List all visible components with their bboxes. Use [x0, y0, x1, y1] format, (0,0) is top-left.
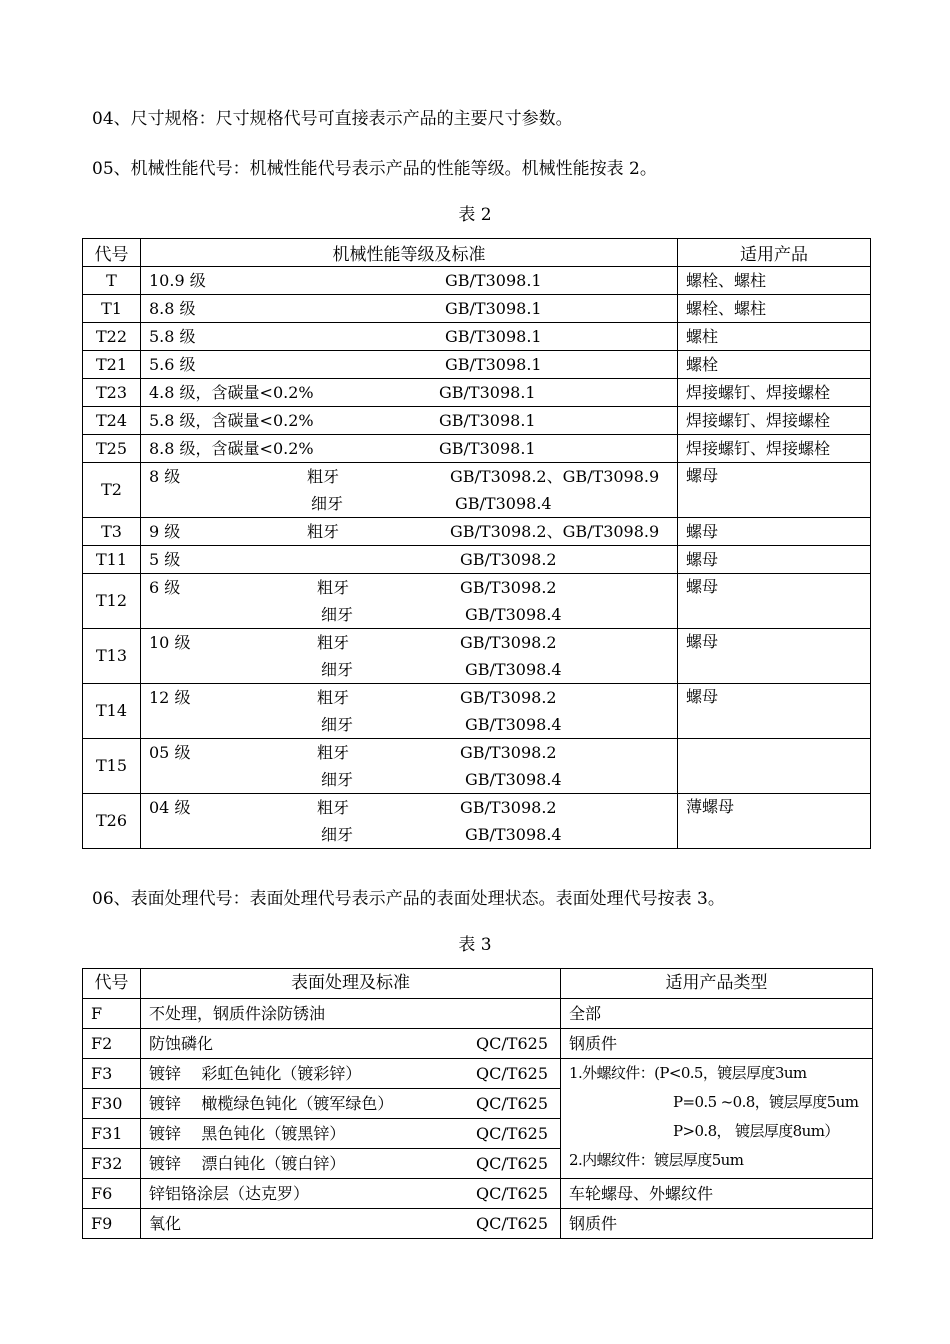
standard-text: GB/T3098.1	[445, 355, 542, 374]
product-cell: 螺母	[678, 684, 871, 739]
standard-text: QC/T625	[476, 1214, 548, 1233]
standard-text: GB/T3098.2、GB/T3098.9	[450, 467, 660, 486]
code-cell: T2	[83, 463, 141, 518]
thread-text: 粗牙	[317, 743, 350, 762]
standard-text: GB/T3098.4	[465, 660, 562, 679]
zinc-spec-line: 2.内螺纹件：镀层厚度5um	[569, 1151, 744, 1169]
grade-text: 4.8 级，含碳量<0.2%	[149, 383, 314, 402]
grade-line	[149, 351, 677, 378]
grade-line	[149, 295, 677, 322]
grade-text: 8 级	[149, 467, 181, 486]
thread-text: 细牙	[321, 605, 354, 624]
grade-text: 8.8 级，含碳量<0.2%	[149, 439, 314, 458]
table-row	[83, 407, 871, 435]
grade-standard-cell	[141, 546, 678, 574]
table-row	[83, 267, 871, 295]
grade-standard-cell	[141, 794, 678, 849]
standard-text: GB/T3098.1	[445, 271, 542, 290]
table-3	[82, 968, 873, 1239]
grade-text: 5.6 级	[149, 355, 196, 374]
table-row	[83, 518, 871, 546]
standard-text: QC/T625	[476, 1094, 548, 1113]
product-cell: 全部	[561, 999, 873, 1029]
standard-text: GB/T3098.4	[455, 494, 552, 513]
thread-text: 粗牙	[307, 522, 340, 541]
code-cell: F9	[83, 1209, 141, 1239]
thread-text: 细牙	[321, 770, 354, 789]
grade-standard-cell	[141, 407, 678, 435]
table-row	[83, 794, 871, 849]
treatment-text: 氧化	[149, 1214, 182, 1233]
zinc-spec-line: P=0.5 ~0.8，镀层厚度5um	[673, 1093, 859, 1111]
treatment-cell	[141, 1179, 561, 1209]
thread-text: 细牙	[321, 825, 354, 844]
table-row	[83, 1209, 873, 1239]
paragraph-04: 04、尺寸规格：尺寸规格代号可直接表示产品的主要尺寸参数。	[92, 109, 573, 129]
product-cell: 焊接螺钉、焊接螺栓	[678, 407, 871, 435]
grade-standard-cell	[141, 351, 678, 379]
code-cell: T11	[83, 546, 141, 574]
table3-header-code: 代号	[83, 969, 141, 999]
treatment-text: 镀锌 橄榄绿色钝化（镀军绿色）	[149, 1094, 394, 1113]
grade-standard-cell	[141, 629, 678, 684]
treatment-cell	[141, 1089, 561, 1119]
thread-text: 细牙	[311, 494, 344, 513]
grade-standard-cell	[141, 295, 678, 323]
product-cell	[678, 739, 871, 794]
code-cell: F3	[83, 1059, 141, 1089]
table-row	[83, 323, 871, 351]
product-cell: 螺栓	[678, 351, 871, 379]
standard-text: GB/T3098.4	[465, 825, 562, 844]
table3-caption: 表 3	[458, 935, 492, 955]
grade-text: 10.9 级	[149, 271, 206, 290]
code-cell: T26	[83, 794, 141, 849]
standard-text: GB/T3098.1	[445, 299, 542, 318]
treatment-cell	[141, 1119, 561, 1149]
code-cell: T3	[83, 518, 141, 546]
grade-line	[149, 739, 677, 766]
code-cell: F31	[83, 1119, 141, 1149]
grade-standard-cell	[141, 684, 678, 739]
standard-text: GB/T3098.2、GB/T3098.9	[450, 522, 660, 541]
standard-text: QC/T625	[476, 1124, 548, 1143]
product-cell: 钢质件	[561, 1209, 873, 1239]
treatment-text: 锌铝铬涂层（达克罗）	[149, 1184, 310, 1203]
grade-text: 05 级	[149, 743, 191, 762]
code-cell: F2	[83, 1029, 141, 1059]
code-cell: T24	[83, 407, 141, 435]
grade-line	[149, 518, 677, 545]
product-cell: 钢质件	[561, 1029, 873, 1059]
grade-line	[149, 766, 677, 793]
code-cell: F32	[83, 1149, 141, 1179]
table-row	[83, 295, 871, 323]
thread-text: 粗牙	[317, 798, 350, 817]
product-cell: 螺母	[678, 574, 871, 629]
grade-line	[149, 546, 677, 573]
standard-text: GB/T3098.2	[460, 743, 557, 762]
grade-standard-cell	[141, 435, 678, 463]
grade-line	[149, 267, 677, 294]
table-row	[83, 684, 871, 739]
treatment-text: 镀锌 黑色钝化（镀黑锌）	[149, 1124, 346, 1143]
code-cell: F	[83, 999, 141, 1029]
code-cell: T14	[83, 684, 141, 739]
grade-text: 5.8 级，含碳量<0.2%	[149, 411, 314, 430]
standard-text: GB/T3098.2	[460, 550, 557, 569]
grade-standard-cell	[141, 739, 678, 794]
product-cell: 螺母	[678, 546, 871, 574]
grade-line	[149, 629, 677, 656]
thread-text: 粗牙	[307, 467, 340, 486]
code-cell: T13	[83, 629, 141, 684]
standard-text: QC/T625	[476, 1154, 548, 1173]
table-row	[83, 739, 871, 794]
table-row	[83, 1029, 873, 1059]
table-row	[83, 629, 871, 684]
standard-text: GB/T3098.2	[460, 688, 557, 707]
grade-text: 12 级	[149, 688, 191, 707]
grade-standard-cell	[141, 463, 678, 518]
code-cell: T22	[83, 323, 141, 351]
product-cell	[561, 1059, 873, 1179]
standard-text: GB/T3098.1	[439, 439, 536, 458]
thread-text: 粗牙	[317, 633, 350, 652]
grade-standard-cell	[141, 267, 678, 295]
grade-standard-cell	[141, 379, 678, 407]
grade-text: 5 级	[149, 550, 181, 569]
grade-line	[149, 490, 677, 517]
thread-text: 粗牙	[317, 578, 350, 597]
table-row	[83, 435, 871, 463]
thread-text: 细牙	[321, 715, 354, 734]
grade-line	[149, 435, 677, 462]
table-row	[83, 574, 871, 629]
paragraph-06: 06、表面处理代号：表面处理代号表示产品的表面处理状态。表面处理代号按表 3。	[92, 889, 725, 909]
standard-text: GB/T3098.1	[439, 411, 536, 430]
treatment-cell	[141, 1059, 561, 1089]
code-cell: F6	[83, 1179, 141, 1209]
table2-header-grade: 机械性能等级及标准	[141, 239, 678, 267]
grade-text: 5.8 级	[149, 327, 196, 346]
product-cell: 螺栓、螺柱	[678, 295, 871, 323]
treatment-text: 防蚀磷化	[149, 1034, 214, 1053]
thread-text: 细牙	[321, 660, 354, 679]
standard-text: GB/T3098.1	[445, 327, 542, 346]
table3-header-treatment: 表面处理及标准	[141, 969, 561, 999]
standard-text: GB/T3098.1	[439, 383, 536, 402]
table-row	[83, 1059, 873, 1089]
table-row	[83, 351, 871, 379]
standard-text: QC/T625	[476, 1184, 548, 1203]
grade-line	[149, 656, 677, 683]
code-cell: T12	[83, 574, 141, 629]
grade-line	[149, 323, 677, 350]
zinc-spec-line: 1.外螺纹件：(P<0.5，镀层厚度3um	[569, 1064, 807, 1082]
table2-caption: 表 2	[458, 205, 492, 225]
grade-line	[149, 574, 677, 601]
code-cell: T21	[83, 351, 141, 379]
thread-text: 粗牙	[317, 688, 350, 707]
grade-line	[149, 821, 677, 848]
standard-text: GB/T3098.4	[465, 770, 562, 789]
standard-text: GB/T3098.4	[465, 605, 562, 624]
treatment-cell	[141, 1209, 561, 1239]
grade-text: 6 级	[149, 578, 181, 597]
table-row	[83, 999, 873, 1029]
grade-line	[149, 794, 677, 821]
table-row	[83, 463, 871, 518]
table-row	[83, 379, 871, 407]
product-cell: 焊接螺钉、焊接螺栓	[678, 435, 871, 463]
grade-line	[149, 601, 677, 628]
code-cell: T1	[83, 295, 141, 323]
grade-standard-cell	[141, 323, 678, 351]
product-cell: 螺栓、螺柱	[678, 267, 871, 295]
standard-text: QC/T625	[476, 1034, 548, 1053]
standard-text: GB/T3098.2	[460, 798, 557, 817]
table-row	[83, 546, 871, 574]
grade-line	[149, 407, 677, 434]
grade-text: 8.8 级	[149, 299, 196, 318]
standard-text: GB/T3098.2	[460, 633, 557, 652]
code-cell: T	[83, 267, 141, 295]
table2-header-product: 适用产品	[678, 239, 871, 267]
treatment-text: 镀锌 漂白钝化（镀白锌）	[149, 1154, 346, 1173]
product-cell: 螺柱	[678, 323, 871, 351]
grade-standard-cell	[141, 518, 678, 546]
treatment-text: 镀锌 彩虹色钝化（镀彩锌）	[149, 1064, 362, 1083]
zinc-spec-line: P>0.8， 镀层厚度8um）	[673, 1122, 839, 1140]
product-cell: 螺母	[678, 629, 871, 684]
product-cell: 车轮螺母、外螺纹件	[561, 1179, 873, 1209]
grade-text: 10 级	[149, 633, 191, 652]
grade-text: 04 级	[149, 798, 191, 817]
grade-text: 9 级	[149, 522, 181, 541]
table2-header-code: 代号	[83, 239, 141, 267]
treatment-cell	[141, 1149, 561, 1179]
treatment-cell	[141, 1029, 561, 1059]
treatment-text: 不处理，钢质件涂防锈油	[149, 1004, 326, 1023]
table3-header-row	[83, 969, 873, 999]
grade-standard-cell	[141, 574, 678, 629]
standard-text: QC/T625	[476, 1064, 548, 1083]
product-cell: 螺母	[678, 518, 871, 546]
table3-header-product: 适用产品类型	[561, 969, 873, 999]
grade-line	[149, 711, 677, 738]
table-row	[83, 1179, 873, 1209]
standard-text: GB/T3098.4	[465, 715, 562, 734]
product-cell: 薄螺母	[678, 794, 871, 849]
code-cell: F30	[83, 1089, 141, 1119]
grade-line	[149, 684, 677, 711]
code-cell: T15	[83, 739, 141, 794]
product-cell: 焊接螺钉、焊接螺栓	[678, 379, 871, 407]
grade-line	[149, 463, 677, 490]
table2-header-row	[83, 239, 871, 267]
standard-text: GB/T3098.2	[460, 578, 557, 597]
code-cell: T25	[83, 435, 141, 463]
treatment-cell	[141, 999, 561, 1029]
grade-line	[149, 379, 677, 406]
paragraph-05: 05、机械性能代号：机械性能代号表示产品的性能等级。机械性能按表 2。	[92, 159, 657, 179]
product-cell: 螺母	[678, 463, 871, 518]
code-cell: T23	[83, 379, 141, 407]
table-2	[82, 238, 871, 849]
